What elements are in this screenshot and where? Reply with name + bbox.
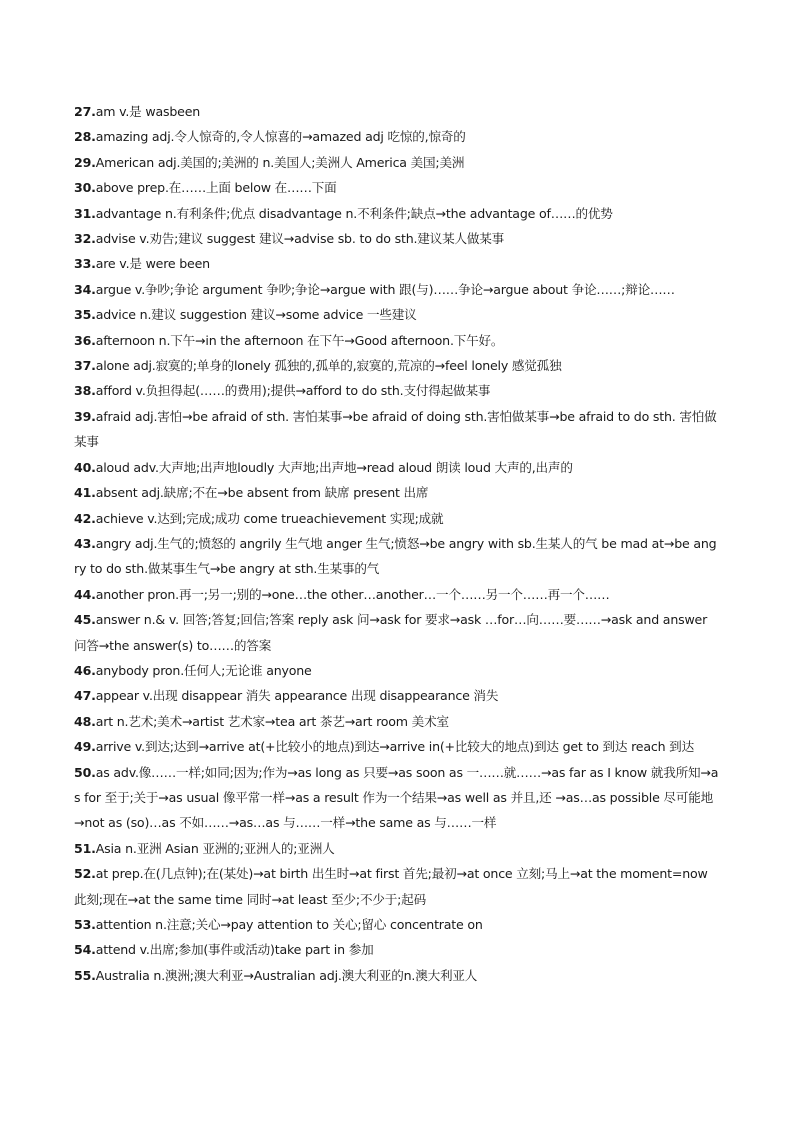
vocabulary-entry xyxy=(74,226,720,251)
vocabulary-entry xyxy=(74,836,720,861)
vocabulary-entry xyxy=(74,124,720,149)
vocabulary-entry xyxy=(74,99,720,124)
entry-number: 35. xyxy=(74,307,96,323)
vocabulary-entry xyxy=(74,150,720,175)
vocabulary-entry xyxy=(74,353,720,378)
entry-number: 51. xyxy=(74,840,96,856)
vocabulary-entry xyxy=(74,607,720,658)
vocabulary-entry xyxy=(74,683,720,708)
entry-text: advise v.劝告;建议 suggest 建议→advise sb. to do sth.建议某人做某事 xyxy=(95,231,505,247)
entry-number: 38. xyxy=(74,383,96,399)
entry-number: 45. xyxy=(74,612,96,628)
vocabulary-entry xyxy=(74,734,720,759)
entry-number: 33. xyxy=(74,256,96,272)
entry-number: 43. xyxy=(74,535,96,551)
entry-text: attention n.注意;关心→pay attention to 关心;留心 concentrate on xyxy=(95,917,483,932)
entry-text: as adv.像……一样;如同;因为;作为→as long as 只要→as soon as 一……就……→as far as I know 就我所知→as for 至于;关于→as usual 像平常一样→as a result 作为一个结果→as well as 并且,还 →as…as possible 尽可能地 →not as (so)…as 不如……→as…as 与……一样→the same as 与……一样 xyxy=(74,764,719,831)
entry-text: answer n.& v. 回答;答复;回信;答案 reply ask 问→ask for 要求→ask …for…向……要……→ask and answer 问答→the answer(s) to……的答案 xyxy=(74,612,708,653)
entry-number: 29. xyxy=(74,154,96,170)
entry-number: 30. xyxy=(74,180,96,196)
entry-number: 50. xyxy=(74,764,96,780)
entry-text: afternoon n.下午→in the afternoon 在下午→Good afternoon.下午好。 xyxy=(95,332,504,348)
entry-text: angry adj.生气的;愤怒的 angrily 生气地 anger 生气;愤怒→be angry with sb.生某人的气 be mad at→be angry to do sth.做某事生气→be angry at sth.生某事的气 xyxy=(74,535,717,577)
entry-text: Australia n.澳洲;澳大利亚→Australian adj.澳大利亚的n.澳大利亚人 xyxy=(95,967,478,983)
vocabulary-entry xyxy=(74,760,720,836)
entry-number: 47. xyxy=(74,688,96,704)
vocabulary-entry xyxy=(74,480,720,505)
vocabulary-entry xyxy=(74,328,720,353)
entry-text: amazing adj.令人惊奇的,令人惊喜的→amazed adj 吃惊的,惊奇的 xyxy=(95,129,466,145)
entry-text: advice n.建议 suggestion 建议→some advice 一些建议 xyxy=(95,307,417,323)
entry-text: above prep.在……上面 below 在……下面 xyxy=(95,180,337,196)
entry-text: afraid adj.害怕→be afraid of sth. 害怕某事→be afraid of doing sth.害怕做某事→be afraid to do sth. 害怕做某事 xyxy=(74,408,717,450)
entry-text: Asia n.亚洲 Asian 亚洲的;亚洲人的;亚洲人 xyxy=(95,840,335,856)
vocabulary-entry xyxy=(74,912,720,937)
entry-number: 48. xyxy=(74,713,96,729)
vocabulary-entry xyxy=(74,175,720,200)
entry-number: 53. xyxy=(74,917,96,932)
entry-text: art n.艺术;美术→artist 艺术家→tea art 茶艺→art room 美术室 xyxy=(95,713,449,729)
entry-number: 44. xyxy=(74,586,96,602)
entry-text: arrive v.到达;达到→arrive at(+比较小的地点)到达→arrive in(+比较大的地点)到达 get to 到达 reach 到达 xyxy=(95,739,694,755)
vocabulary-entry xyxy=(74,201,720,226)
vocabulary-entry xyxy=(74,251,720,276)
entry-text: anybody pron.任何人;无论谁 anyone xyxy=(95,662,312,678)
vocabulary-entry xyxy=(74,302,720,327)
entry-number: 55. xyxy=(74,967,96,983)
vocabulary-entry xyxy=(74,937,720,962)
entry-number: 46. xyxy=(74,662,96,678)
vocabulary-entry xyxy=(74,455,720,480)
entry-text: at prep.在(几点钟);在(某处)→at birth 出生时→at first 首先;最初→at once 立刻;马上→at the moment=now 此刻;现在→at the same time 同时→at least 至少;不少于;起码 xyxy=(74,866,708,907)
entry-text: achieve v.达到;完成;成功 come trueachievement 实现;成就 xyxy=(95,510,444,526)
entry-number: 49. xyxy=(74,739,96,755)
entry-text: appear v.出现 disappear 消失 appearance 出现 disappearance 消失 xyxy=(95,688,499,704)
vocabulary-entry xyxy=(74,378,720,403)
vocabulary-entry xyxy=(74,404,720,455)
vocabulary-entry xyxy=(74,658,720,683)
vocabulary-entry xyxy=(74,963,720,988)
entry-number: 40. xyxy=(74,459,96,475)
entry-number: 36. xyxy=(74,332,96,348)
entry-number: 28. xyxy=(74,129,96,145)
entry-text: another pron.再一;另一;别的→one…the other…another…一个……另一个……再一个…… xyxy=(95,586,610,602)
entry-text: absent adj.缺席;不在→be absent from 缺席 present 出席 xyxy=(95,485,429,501)
entry-text: argue v.争吵;争论 argument 争吵;争论→argue with 跟(与)……争论→argue about 争论……;辩论…… xyxy=(95,281,675,297)
entry-number: 52. xyxy=(74,866,96,882)
entry-text: American adj.美国的;美洲的 n.美国人;美洲人 America 美国;美洲 xyxy=(95,154,465,170)
vocabulary-entry xyxy=(74,582,720,607)
entry-number: 41. xyxy=(74,485,96,501)
entry-text: attend v.出席;参加(事件或活动)take part in 参加 xyxy=(95,942,374,958)
entry-text: alone adj.寂寞的;单身的lonely 孤独的,孤单的,寂寞的,荒凉的→feel lonely 感觉孤独 xyxy=(95,358,562,374)
entry-number: 54. xyxy=(74,942,96,958)
vocabulary-list xyxy=(74,99,720,988)
entry-number: 32. xyxy=(74,231,96,247)
entry-text: aloud adv.大声地;出声地loudly 大声地;出声地→read aloud 朗读 loud 大声的,出声的 xyxy=(95,459,573,475)
vocabulary-entry xyxy=(74,531,720,582)
entry-number: 34. xyxy=(74,281,96,297)
entry-number: 37. xyxy=(74,358,96,374)
entry-number: 42. xyxy=(74,510,96,526)
entry-text: afford v.负担得起(……的费用);提供→afford to do sth.支付得起做某事 xyxy=(95,383,491,399)
entry-number: 27. xyxy=(74,104,96,119)
entry-number: 39. xyxy=(74,408,96,424)
entry-text: advantage n.有利条件;优点 disadvantage n.不利条件;缺点→the advantage of……的优势 xyxy=(95,205,613,221)
entry-text: are v.是 were been xyxy=(95,256,210,272)
vocabulary-entry xyxy=(74,709,720,734)
entry-text: am v.是 wasbeen xyxy=(95,104,201,119)
vocabulary-entry xyxy=(74,861,720,912)
vocabulary-entry xyxy=(74,506,720,531)
vocabulary-entry xyxy=(74,277,720,302)
entry-number: 31. xyxy=(74,205,96,221)
